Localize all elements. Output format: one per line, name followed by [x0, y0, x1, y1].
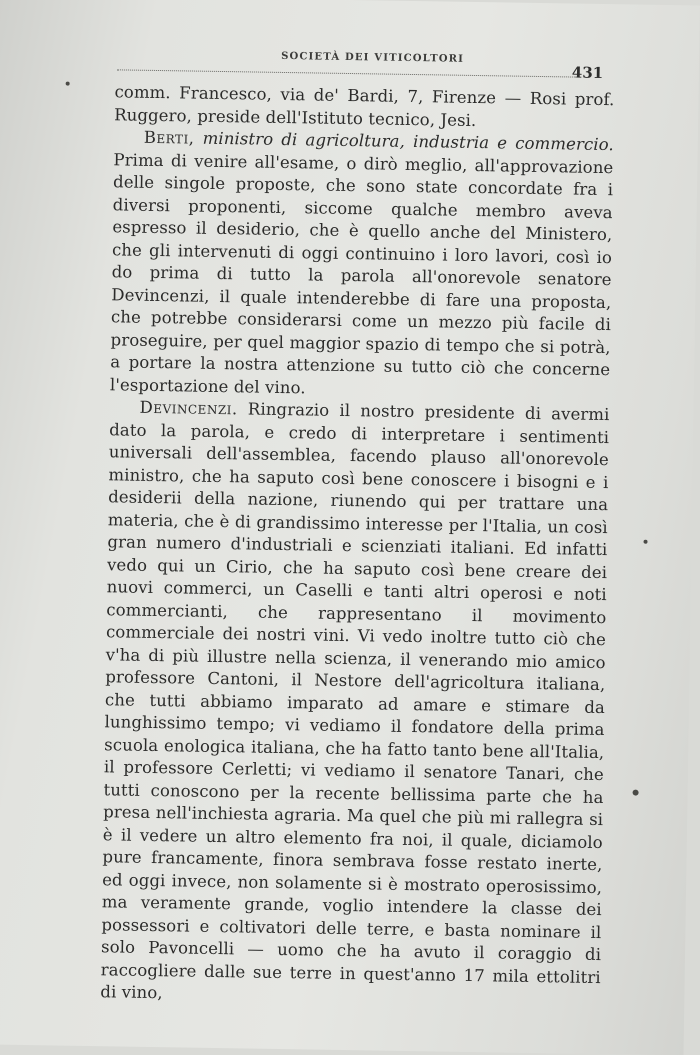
paper-speck: [66, 82, 70, 86]
body-text: [100, 81, 614, 1011]
paper-speck: [633, 790, 639, 796]
paragraph-text: Prima di venire all'esame, o dirò meglio, all'approvazione delle singole proposte, che sono state concordate fra i diversi proponenti, siccome qualche membro aveva espresso il desiderio, che è quello anche del Ministero, che gli intervenuti di oggi continuino i loro lavori, così io do prima di tutto la parola all'onorevole senatore Devincenzi, il quale intenderebbe di fare una proposta, che potrebbe considerarsi come un mezzo più facile di proseguire, per quel maggior spazio di tempo che si potrà, a portare la nostra attenzione su tutto ciò che concerne l'esportazione del vino.: [109, 149, 614, 397]
paragraph-berti: [110, 126, 614, 404]
paragraph-text: Ringrazio il nostro presidente di avermi dato la parola, e credo di interpretare i sentimenti universali dell'assemblea, facendo plauso all'onorevole ministro, che ha saputo così bene conoscere i bisogni e i desiderii della nazione, riunendo qui per trattare una materia, che è di grandissimo interesse per l'Italia, un così gran numero d'industriali e scienziati italiani. Ed infatti vedo qui un Cirio, che ha saputo così bene creare dei nuovi commerci, un Caselli e tanti altri operosi e noti commercianti, che rappresentano il movimento commerciale dei nostri vini. Vi vedo inoltre tutto ciò che v'ha di più illustre nella scienza, il venerando mio amico professore Cantoni, il Nestore dell'agricoltura italiana, che tutti abbiamo imparato ad amare e stimare da lunghissimo tempo; vi vediamo il fondatore della prima scuola enologica italiana, che ha fatto tanto bene all'Italia, il professore Cerletti; vi vediamo il senatore Tanari, che tutti conoscono per la recente bellissima parte che ha presa nell'inchiesta agraria. Ma quel che più mi rallegra si è il vedere un altro elemento fra noi, il quale, diciamolo pure francamente, finora sembrava fosse restato inerte, ed oggi invece, non solamente si è mostrato operosissimo, ma veramente grande, voglio intendere la classe dei possessori e coltivatori delle terre, e basta nominare il solo Pavoncelli — uomo che ha avuto il coraggio di raccogliere dalle sue terre in quest'anno 17 mila ettolitri di vino,: [100, 399, 610, 1003]
paragraph-devincenzi: [100, 396, 609, 1011]
speaker-name: Berti,: [143, 127, 195, 148]
speaker-role: ministro di agricoltura, industria e commercio.: [202, 128, 614, 155]
speaker-name: Devincenzi.: [139, 397, 238, 419]
header-rule: [117, 69, 577, 77]
paragraph-continuation: [114, 81, 615, 134]
page-number: 431: [571, 63, 604, 82]
paragraph-text: comm. Francesco, via de' Bardi, 7, Firenze — Rosi prof. Ruggero, preside dell'Istituto tecnico, Jesi.: [114, 82, 615, 130]
running-head: SOCIETÀ DEI VITICOLTORI: [281, 50, 465, 65]
paper-speck: [643, 540, 647, 544]
